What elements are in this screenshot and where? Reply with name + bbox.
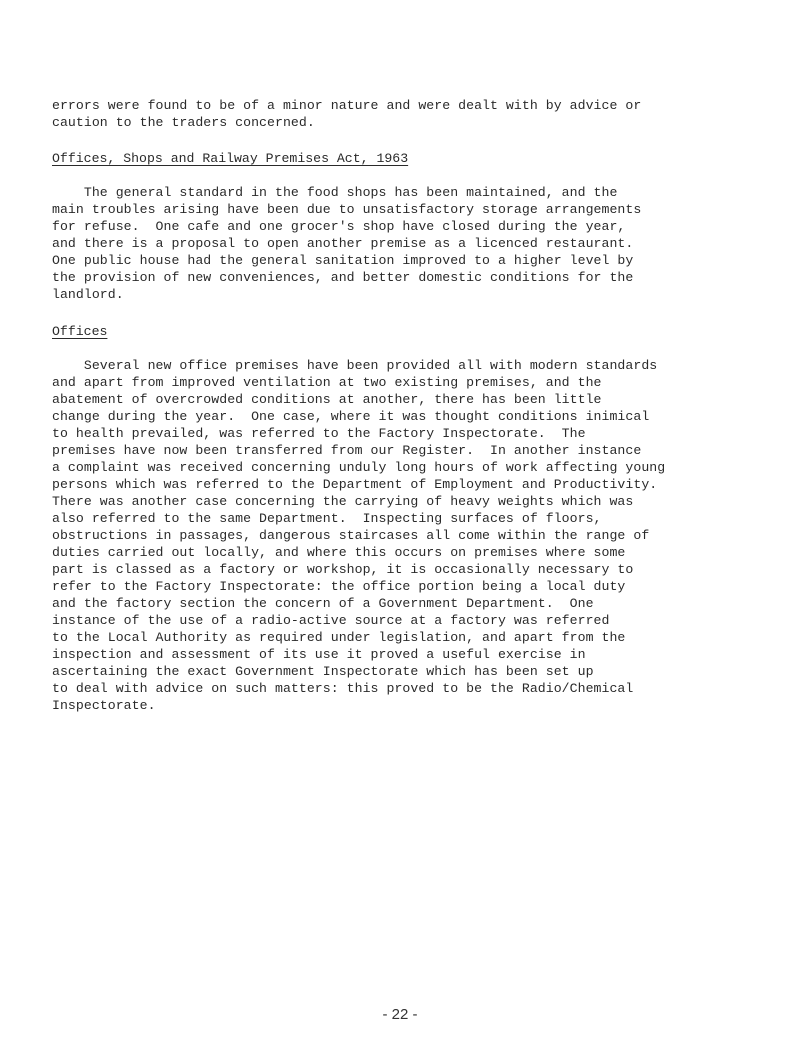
page-number: - 22 - (382, 1006, 418, 1023)
text-line: Inspectorate. (52, 698, 156, 713)
text-line: and there is a proposal to open another premise as a licenced restaurant. (52, 236, 634, 251)
text-line: persons which was referred to the Department of Employment and Productivity. (52, 477, 658, 492)
section-heading: Offices, Shops and Railway Premises Act, 1963 (52, 151, 409, 166)
text-line: The general standard in the food shops has been maintained, and the (52, 185, 618, 200)
text-line: errors were found to be of a minor nature and were dealt with by advice or (52, 98, 642, 113)
text-line: also referred to the same Department. Inspecting surfaces of floors, (52, 511, 602, 526)
text-line: abatement of overcrowded conditions at another, there has been little (52, 392, 602, 407)
text-line: obstructions in passages, dangerous staircases all come within the range of (52, 528, 650, 543)
text-line: landlord. (52, 287, 124, 302)
text-line: and apart from improved ventilation at two existing premises, and the (52, 375, 602, 390)
text-line: Several new office premises have been provided all with modern standards (52, 358, 658, 373)
text-line: part is classed as a factory or workshop, it is occasionally necessary to (52, 562, 634, 577)
text-line: to health prevailed, was referred to the Factory Inspectorate. The (52, 426, 586, 441)
text-line: a complaint was received concerning unduly long hours of work affecting young (52, 460, 666, 475)
text-line: main troubles arising have been due to unsatisfactory storage arrangements (52, 202, 642, 217)
text-line: change during the year. One case, where it was thought conditions inimical (52, 409, 650, 424)
text-line: duties carried out locally, and where this occurs on premises where some (52, 545, 626, 560)
text-line: caution to the traders concerned. (52, 115, 315, 130)
text-line: refer to the Factory Inspectorate: the office portion being a local duty (52, 579, 626, 594)
text-line: to deal with advice on such matters: this proved to be the Radio/Chemical (52, 681, 634, 696)
text-line: and the factory section the concern of a Government Department. One (52, 596, 594, 611)
text-line: There was another case concerning the carrying of heavy weights which was (52, 494, 634, 509)
text-line: for refuse. One cafe and one grocer's shop have closed during the year, (52, 219, 626, 234)
text-line: instance of the use of a radio-active source at a factory was referred (52, 613, 610, 628)
text-line: One public house had the general sanitation improved to a higher level by (52, 253, 634, 268)
text-line: premises have now been transferred from our Register. In another instance (52, 443, 642, 458)
text-line: ascertaining the exact Government Inspectorate which has been set up (52, 664, 594, 679)
text-line: to the Local Authority as required under legislation, and apart from the (52, 630, 626, 645)
text-line: inspection and assessment of its use it proved a useful exercise in (52, 647, 586, 662)
section-heading: Offices (52, 324, 108, 339)
text-line: the provision of new conveniences, and better domestic conditions for the (52, 270, 634, 285)
